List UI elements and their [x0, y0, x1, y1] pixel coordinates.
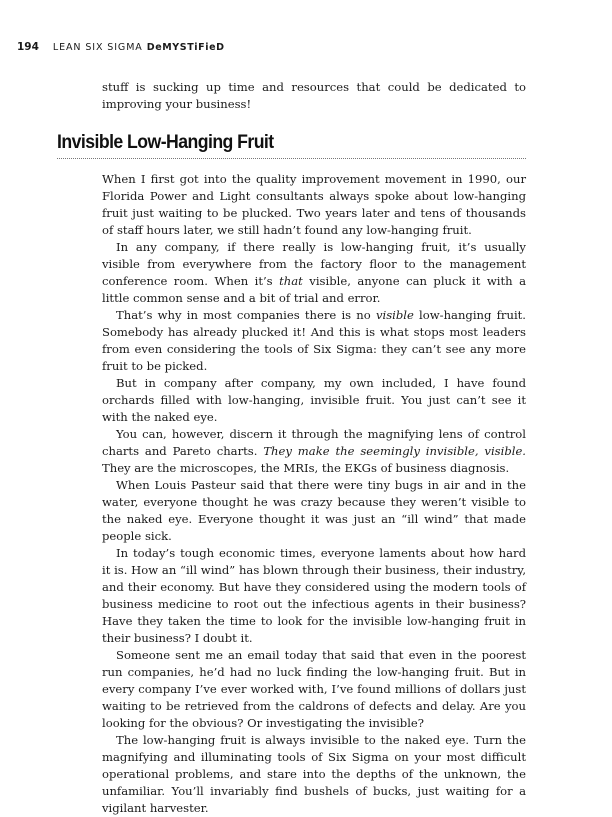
paragraph-1: When I first got into the quality improvement movement in 1990, our Florida Power and Light consultants always spoke about low-hanging fruit just waiting to be plucked. Two years later and tens of thousands of staff hours later, we still hadn’t found any low-hanging fruit.: [102, 172, 526, 237]
emphasis-that: that: [279, 274, 303, 288]
section-divider: [57, 158, 526, 159]
paragraph-7: In today’s tough economic times, everyone laments about how hard it is. How an “ill wind” has blown through their business, their industry, and their economy. But have they considered using the modern tools of business medicine to root out the infectious agents in their business? Have they taken the time to look for the invisible low-hanging fruit in their business? I doubt it.: [102, 546, 526, 645]
book-title: LEAN SIX SIGMA: [52, 42, 143, 53]
section-title: Invisible Low-Hanging Fruit: [57, 132, 274, 153]
book-subtitle: DeMYSTiFieD: [146, 42, 225, 53]
paragraph-4: But in company after company, my own included, I have found orchards filled with low-hanging, invisible fruit. You just can’t see it with the naked eye.: [102, 376, 526, 424]
paragraph-9: The low-hanging fruit is always invisible to the naked eye. Turn the magnifying and illuminating tools of Six Sigma on your most difficult operational problems, and stare into the depths of the unknown, the unfamiliar. You’ll invariably find bushels of bucks, just waiting for a vigilant harvester.: [102, 733, 526, 815]
paragraph-6: When Louis Pasteur said that there were tiny bugs in air and in the water, everyone thought he was crazy because they weren’t visible to the naked eye. Everyone thought it was just an “ill wind” that made people sick.: [102, 478, 526, 543]
emphasis-visible: visible: [375, 308, 414, 322]
body-text: [102, 171, 526, 817]
paragraph-5: You can, however, discern it through the magnifying lens of control charts and Pareto charts. They make the seemingly invisible, visible. They are the microscopes, the MRIs, the EKGs of business diagnosis.: [102, 427, 526, 475]
paragraph-8: Someone sent me an email today that said that even in the poorest run companies, he’d had no luck finding the low-hanging fruit. But in every company I’ve ever worked with, I’ve found millions of dollars just waiting to be retrieved from the caldrons of defects and delay. Are you looking for the obvious? Or investigating the invisible?: [102, 648, 526, 730]
emphasis-invisible-visible: They make the seemingly invisible, visible.: [263, 444, 526, 458]
lead-paragraph: stuff is sucking up time and resources that could be dedicated to improving your business!: [102, 80, 526, 111]
paragraph-3: That’s why in most companies there is no visible low-hanging fruit. Somebody has already plucked it! And this is what stops most leaders from even considering the tools of Six Sigma: they can’t see any more fruit to be picked.: [102, 308, 526, 373]
paragraph-2: In any company, if there really is low-hanging fruit, it’s usually visible from everywhere from the factory floor to the management conference room. When it’s that visible, anyone can pluck it with a little common sense and a bit of trial and error.: [102, 240, 527, 305]
running-head: [17, 41, 577, 55]
page-number: 194: [17, 41, 39, 53]
